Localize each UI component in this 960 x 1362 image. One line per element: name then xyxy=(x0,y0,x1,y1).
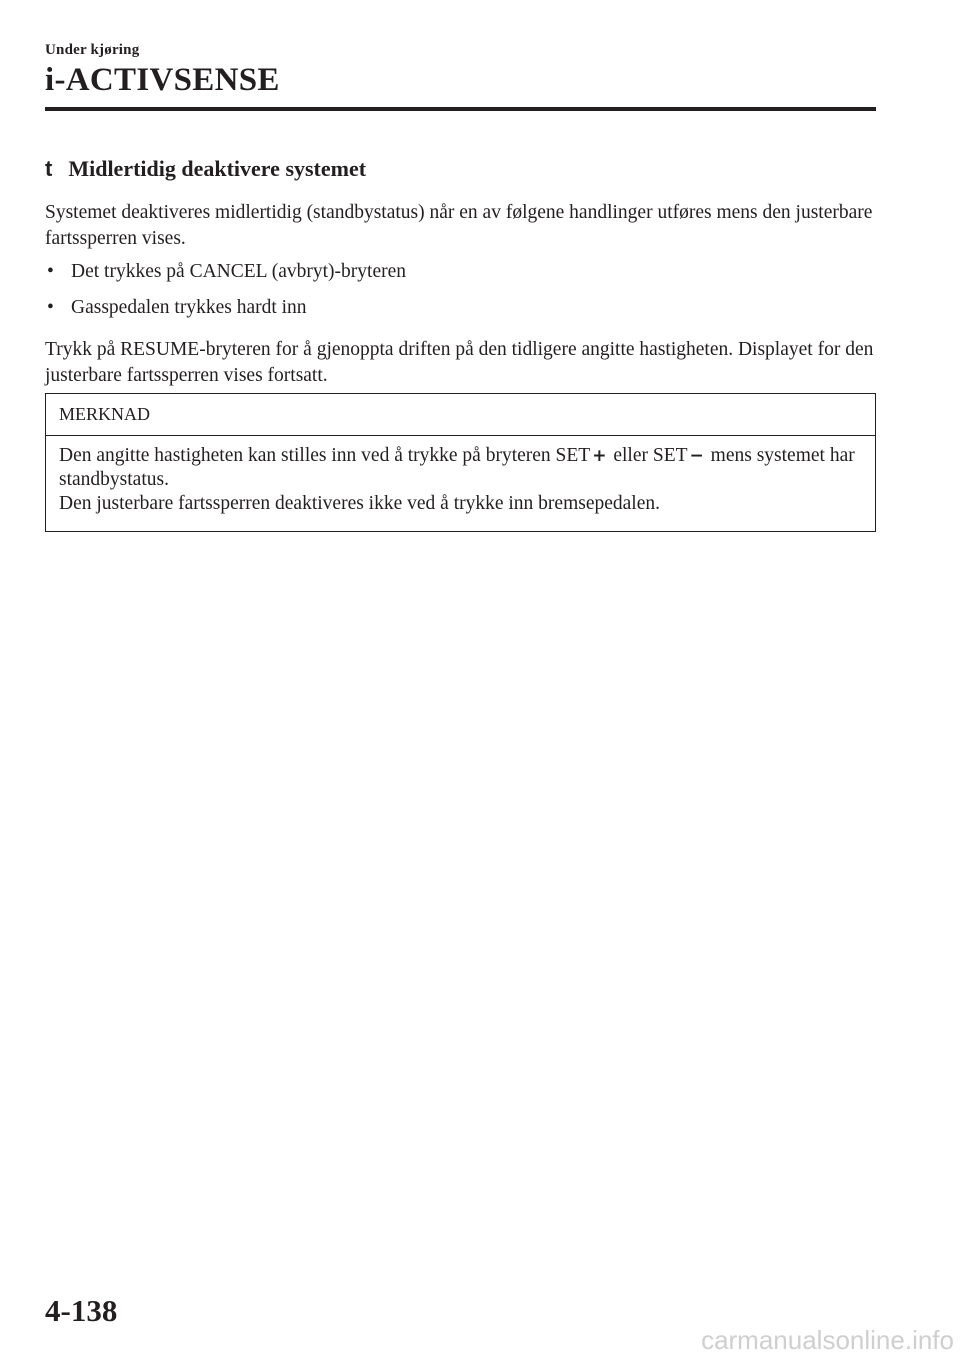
note-line-brake: Den justerbare fartssperren deaktiveres ikke ved å trykke inn bremsepedalen. xyxy=(59,493,660,514)
paragraph-resume: Trykk på RESUME-bryteren for å gjenoppta driften på den tidligere angitte hastigheten. Displayet for den justerbare fartssperren vises fortsatt. xyxy=(45,339,874,386)
note-text: Den angitte hastigheten kan stilles inn ved å trykke på bryteren SET xyxy=(59,445,591,466)
list-item-text: Det trykkes på CANCEL (avbryt)-bryteren xyxy=(71,261,407,282)
minus-icon: − xyxy=(689,446,704,466)
note-text: eller SET xyxy=(608,445,688,466)
bullet-icon: • xyxy=(47,297,54,318)
note-body xyxy=(46,436,875,516)
watermark: carmanualsonline.info xyxy=(701,1325,954,1355)
plus-icon: + xyxy=(592,446,607,466)
list-item xyxy=(45,295,876,321)
list-item xyxy=(45,259,876,285)
note-line-set-speed xyxy=(59,444,862,492)
bullet-icon: • xyxy=(47,261,54,282)
heading-text: Midlertidig deaktivere systemet xyxy=(68,156,367,181)
note-title: MERKNAD xyxy=(46,394,875,436)
chapter-title: i-ACTIVSENSE xyxy=(45,62,280,98)
header-rule xyxy=(45,107,876,111)
note-box xyxy=(45,393,876,532)
bullet-list xyxy=(45,259,876,331)
heading-marker: t xyxy=(45,156,53,181)
section-label: Under kjøring xyxy=(45,42,140,58)
list-item-text: Gasspedalen trykkes hardt inn xyxy=(71,297,307,318)
note-text: mens systemet har standbystatus. xyxy=(59,445,855,490)
page-number: 4-138 xyxy=(45,1293,118,1328)
paragraph-standby: Systemet deaktiveres midlertidig (standbystatus) når en av følgene handlinger utføres mens den justerbare fartssperren vises. xyxy=(45,202,873,249)
section-heading xyxy=(45,156,366,182)
